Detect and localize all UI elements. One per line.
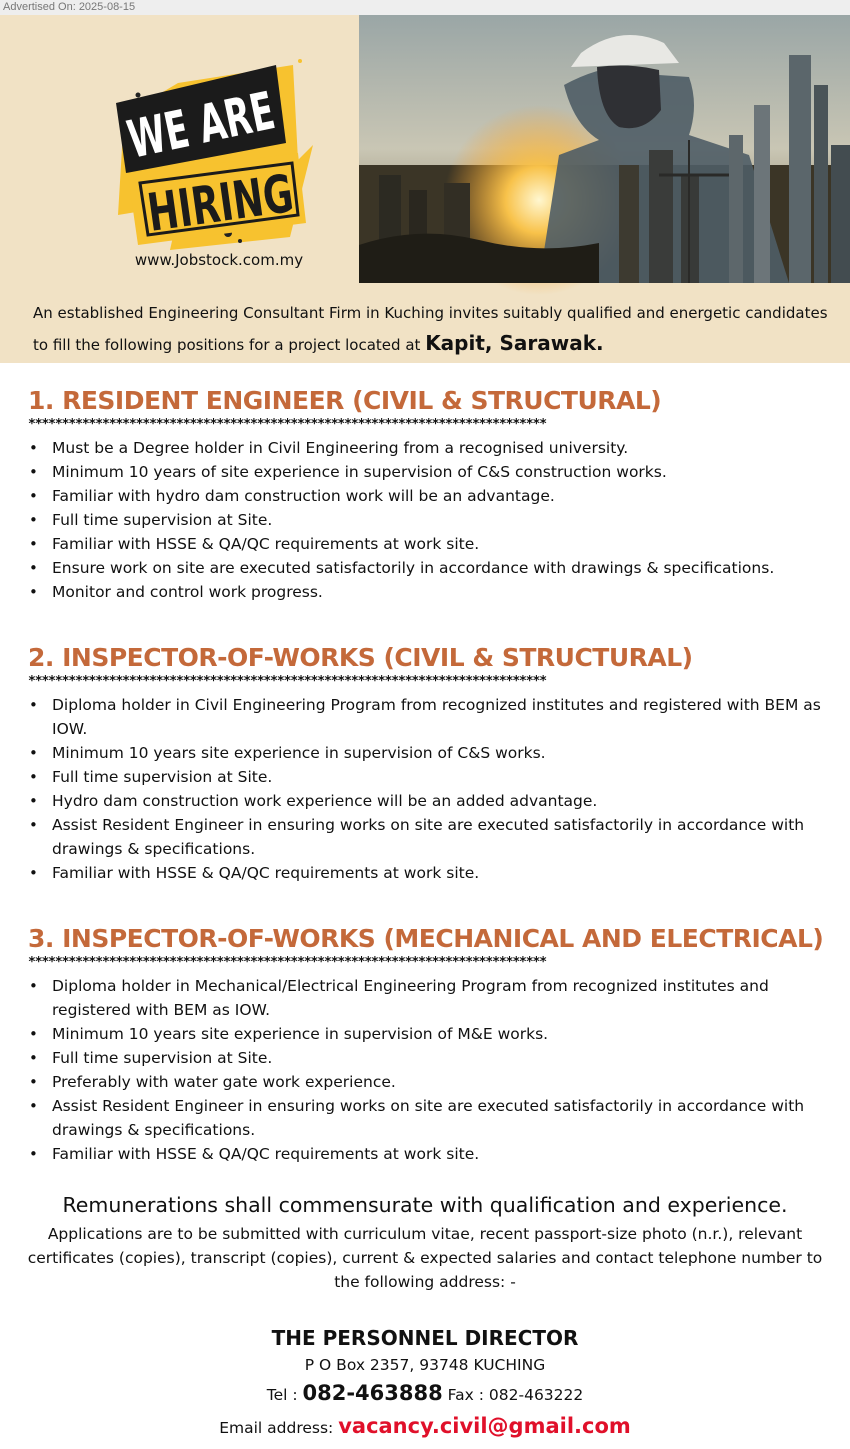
position-title: 1. RESIDENT ENGINEER (CIVIL & STRUCTURAL) [28, 386, 662, 415]
we-are-hiring-badge [108, 55, 359, 255]
list-item: • Preferably with water gate work experience. [52, 1070, 838, 1094]
position-title: 3. INSPECTOR-OF-WORKS (MECHANICAL AND ELECTRICAL) [28, 924, 824, 953]
list-item: • Diploma holder in Mechanical/Electrical Engineering Program from recognized institutes and registered with BEM as IOW. [52, 974, 838, 1022]
list-item: • Diploma holder in Civil Engineering Program from recognized institutes and registered with BEM as IOW. [52, 693, 838, 741]
fax-label: Fax : [442, 1386, 489, 1404]
separator-stars: ***************************************************************************** [28, 417, 546, 432]
intro-text: An established Engineering Consultant Firm in Kuching invites suitably qualified and energetic candidates to fill the following positions for a project located at [33, 304, 828, 354]
list-item: • Full time supervision at Site. [52, 508, 838, 532]
list-item: • Full time supervision at Site. [52, 1046, 838, 1070]
list-item: • Hydro dam construction work experience will be an added advantage. [52, 789, 838, 813]
advertised-date: Advertised On: 2025-08-15 [3, 1, 136, 13]
requirements-list [28, 693, 838, 885]
list-item: • Must be a Degree holder in Civil Engineering from a recognised university. [52, 436, 838, 460]
personnel-director: THE PERSONNEL DIRECTOR [271, 1326, 579, 1350]
position-title: 2. INSPECTOR-OF-WORKS (CIVIL & STRUCTURAL) [28, 643, 693, 672]
project-location: Kapit, Sarawak [425, 331, 597, 355]
requirements-list [28, 974, 838, 1166]
list-item: • Familiar with HSSE & QA/QC requirements at work site. [52, 532, 838, 556]
advertised-bar [0, 0, 850, 15]
list-item: • Familiar with HSSE & QA/QC requirements at work site. [52, 861, 838, 885]
tel-number: 082-463888 [302, 1381, 443, 1405]
email-line [0, 1410, 850, 1444]
position-1 [28, 384, 838, 604]
list-item: • Assist Resident Engineer in ensuring works on site are executed satisfactorily in accordance with drawings & specifications. [52, 813, 838, 861]
position-3 [28, 922, 838, 1166]
list-item: • Familiar with HSSE & QA/QC requirements at work site. [52, 1142, 838, 1166]
separator-stars: ***************************************************************************** [28, 674, 546, 689]
list-item: • Familiar with hydro dam construction work will be an advantage. [52, 484, 838, 508]
hero-banner [0, 15, 850, 363]
list-item: • Minimum 10 years site experience in supervision of M&E works. [52, 1022, 838, 1046]
list-item: • Minimum 10 years site experience in supervision of C&S works. [52, 741, 838, 765]
postal-address: P O Box 2357, 93748 KUCHING [304, 1356, 546, 1374]
project-location-end: . [596, 331, 604, 355]
remuneration-note: Remunerations shall commensurate with qualification and experience. [62, 1193, 788, 1217]
badge-line-2: HIRING [144, 155, 359, 244]
intro-paragraph [33, 298, 833, 360]
list-item: • Monitor and control work progress. [52, 580, 838, 604]
requirements-list [28, 436, 838, 604]
website-url: www.Jobstock.com.my [134, 251, 304, 269]
application-footer [0, 1188, 850, 1444]
contact-numbers [0, 1378, 850, 1410]
list-item: • Minimum 10 years of site experience in supervision of C&S construction works. [52, 460, 838, 484]
engineer-city-photo [359, 15, 850, 283]
separator-stars: ***************************************************************************** [28, 955, 546, 970]
tel-label: Tel : [266, 1386, 303, 1404]
list-item: • Ensure work on site are executed satisfactorily in accordance with drawings & specifications. [52, 556, 838, 580]
fax-number: 082-463222 [488, 1386, 584, 1404]
badge-line-1: WE ARE [122, 64, 357, 171]
position-2 [28, 641, 838, 885]
email-link[interactable]: vacancy.civil@gmail.com [338, 1414, 631, 1438]
list-item: • Full time supervision at Site. [52, 765, 838, 789]
list-item: • Assist Resident Engineer in ensuring works on site are executed satisfactorily in accordance with drawings & specifications. [52, 1094, 838, 1142]
email-label: Email address: [219, 1419, 339, 1437]
application-instructions: Applications are to be submitted with curriculum vitae, recent passport-size photo (n.r.), relevant certificates (copies), transcript (copies), current & expected salaries and contact telephone number to the following address: - [27, 1225, 823, 1291]
